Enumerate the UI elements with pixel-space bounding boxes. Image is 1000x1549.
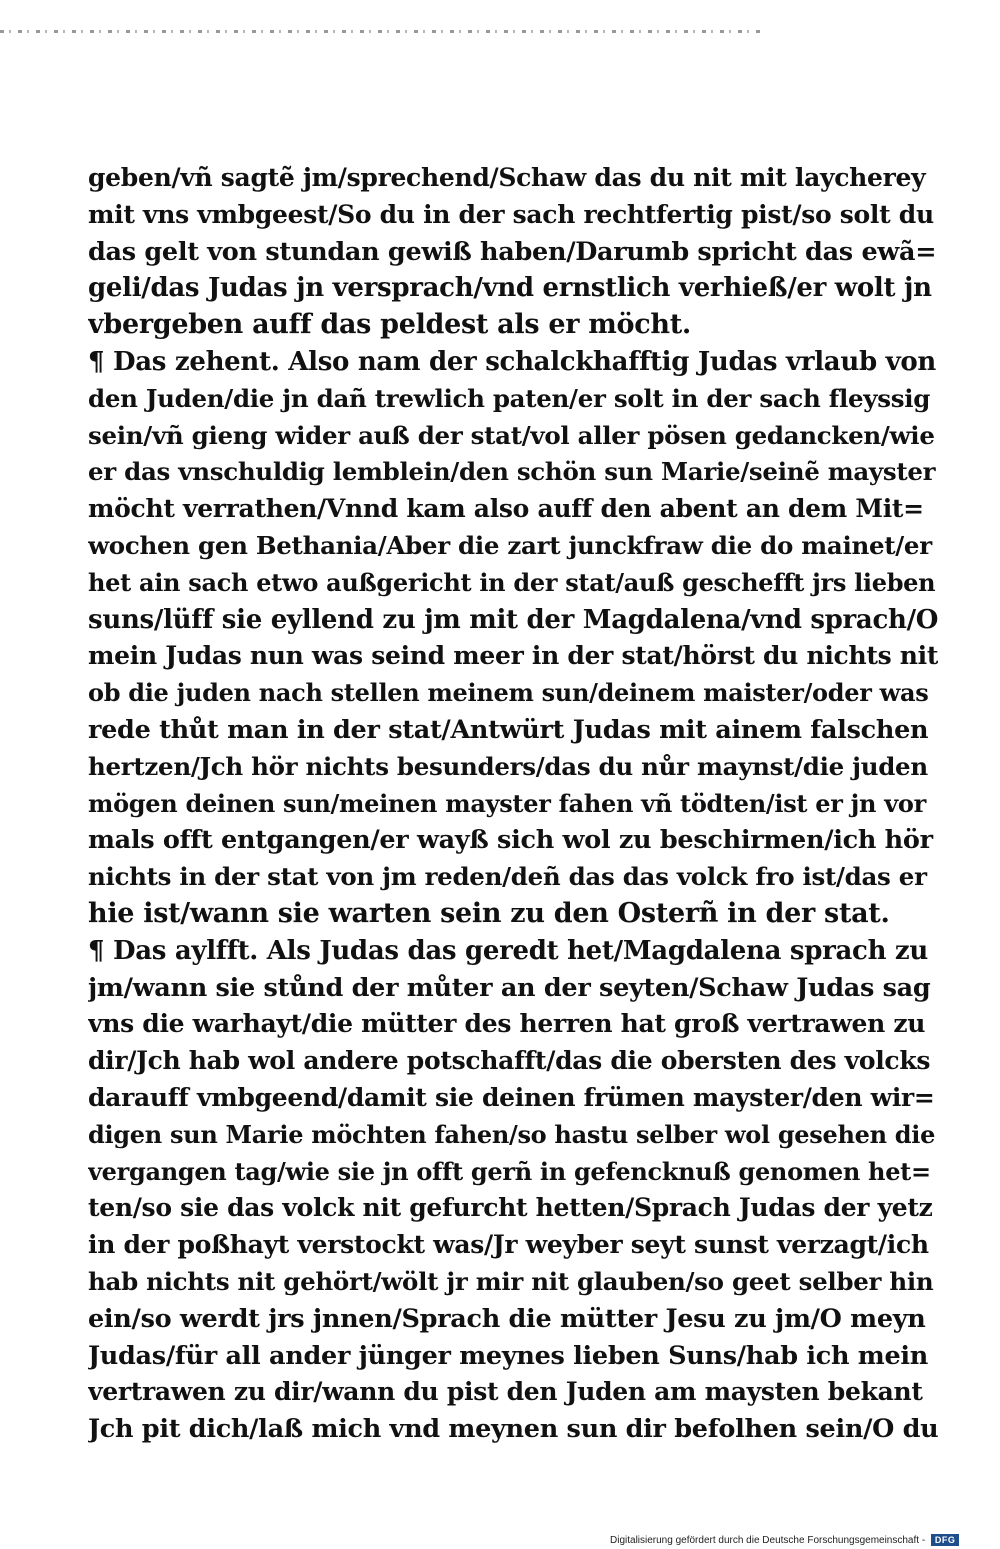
text-line: er das vnschuldig lemblein/den schön sun Marie/seinẽ mayster — [88, 457, 936, 487]
text-line: hab nichts nit gehört/wölt jr mir nit glauben/so geet selber hin — [88, 1266, 934, 1296]
text-line: Judas/für all ander jünger meynes lieben Suns/hab ich mein — [88, 1340, 929, 1371]
text-line: vns die warhayt/die mütter des herren hat groß vertrawen zu — [88, 1009, 926, 1039]
text-line: ten/so sie das volck nit gefurcht hetten/Sprach Judas der yetz — [88, 1193, 933, 1223]
text-line: ob die juden nach stellen meinem sun/deinem maister/oder was — [88, 678, 929, 708]
text-line: nichts in der stat von jm reden/deñ das das volck fro ist/das er — [88, 862, 927, 892]
section-start-line: ¶ Das aylfft. Als Judas das geredt het/Magdalena sprach zu — [88, 935, 928, 966]
text-line: wochen gen Bethania/Aber die zart junckfraw die do mainet/er — [88, 530, 932, 560]
text-line: jm/wann sie stůnd der můter an der seyten/Schaw Judas sag — [88, 972, 931, 1003]
dfg-logo: DFG — [931, 1534, 959, 1546]
text-line: das gelt von stundan gewiß haben/Darumb spricht das ewã= — [88, 236, 937, 267]
page-text-block — [88, 160, 938, 1448]
text-line: in der poßhayt verstockt was/Jr weyber seyt sunst verzagt/ich — [88, 1230, 929, 1260]
text-line: mein Judas nun was seind meer in der stat/hörst du nichts nit — [88, 641, 938, 671]
text-line: dir/Jch hab wol andere potschafft/das die obersten des volcks — [88, 1046, 931, 1076]
text-line: het ain sach etwo außgericht in der stat/auß geschefft jrs lieben — [88, 567, 936, 597]
digitization-footer — [610, 1534, 959, 1546]
funding-notice: Digitalisierung gefördert durch die Deutsche Forschungsgemeinschaft - — [610, 1534, 926, 1546]
text-line: sein/vñ gieng wider auß der stat/vol aller pösen gedancken/wie — [88, 420, 935, 450]
text-line: geben/vñ sagtẽ jm/sprechend/Schaw das du nit mit laycherey — [88, 163, 926, 192]
text-line: hertzen/Jch hör nichts besunders/das du nůr maynst/die juden — [88, 751, 928, 781]
text-line: darauff vmbgeend/damit sie deinen frümen mayster/den wir= — [88, 1082, 935, 1112]
text-line: möcht verrathen/Vnnd kam also auff den abent an dem Mit= — [88, 494, 924, 524]
text-line: mit vns vmbgeest/So du in der sach rechtfertig pist/so solt du — [88, 199, 934, 229]
text-line: vertrawen zu dir/wann du pist den Juden am maysten bekant — [88, 1377, 923, 1407]
text-line: den Juden/die jn dañ trewlich paten/er solt in der sach fleyssig — [88, 383, 931, 413]
text-line: digen sun Marie möchten fahen/so hastu selber wol gesehen die — [88, 1119, 936, 1149]
text-line: rede thůt man in der stat/Antwürt Judas mit ainem falschen — [88, 714, 929, 745]
text-line: mögen deinen sun/meinen mayster fahen vñ tödten/ist er jn vor — [88, 788, 926, 818]
text-line: mals offt entgangen/er wayß sich wol zu beschirmen/ich hör — [88, 825, 933, 856]
text-line: geli/das Judas jn versprach/vnd ernstlich verhieß/er wolt jn — [88, 273, 932, 304]
text-line: Jch pit dich/laß mich vnd meynen sun dir befolhen sein/O du — [88, 1414, 938, 1445]
text-line: ein/so werdt jrs jnnen/Sprach die mütter Jesu zu jm/O meyn — [88, 1303, 926, 1334]
text-line: suns/lüff sie eyllend zu jm mit der Magdalena/vnd sprach/O — [88, 604, 938, 635]
text-line: vergangen tag/wie sie jn offt gerñ in gefencknuß genomen het= — [88, 1156, 931, 1186]
text-line: vbergeben auff das peldest als er möcht. — [88, 309, 691, 341]
text-line: hie ist/wann sie warten sein zu den Osterñ in der stat. — [88, 897, 890, 929]
scan-edge-artifact — [0, 30, 760, 33]
section-start-line: ¶ Das zehent. Also nam der schalckhafftig Judas vrlaub von — [88, 346, 937, 377]
